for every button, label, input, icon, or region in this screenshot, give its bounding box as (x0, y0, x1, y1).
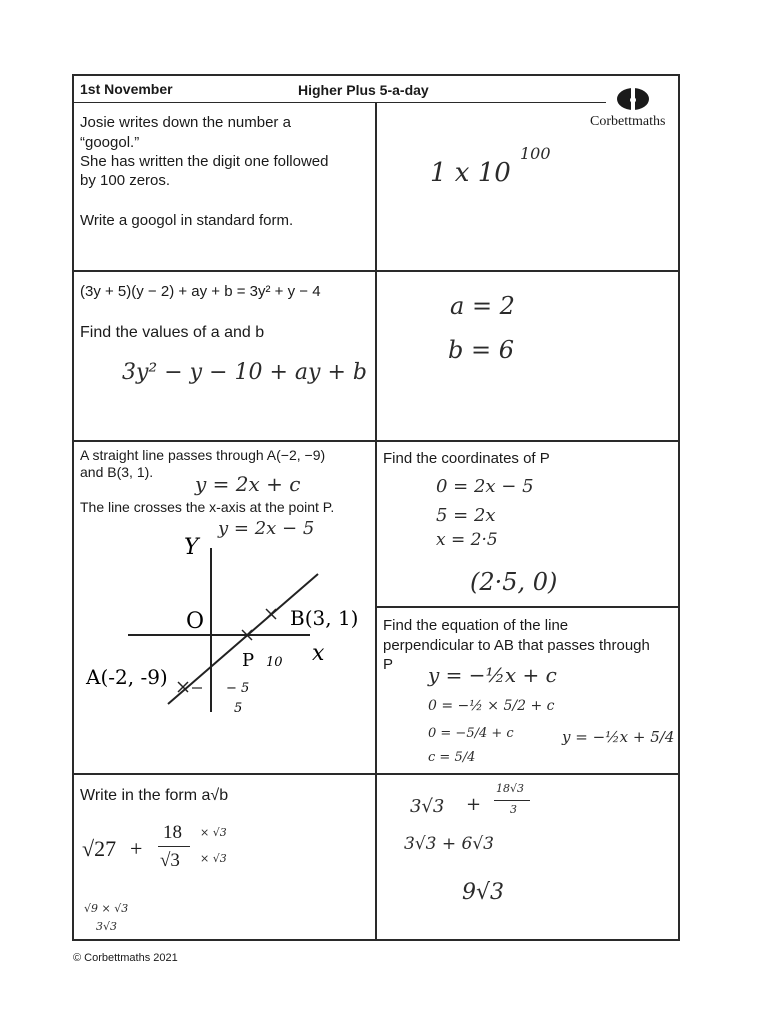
q4-step-1: y = −½x + c (428, 663, 557, 687)
q2-equation: (3y + 5)(y − 2) + ay + b = 3y² + y − 4 (80, 283, 321, 300)
q3-step-2: 5 = 2x (436, 505, 496, 526)
graph-point-a-label: A(-2, -9) (86, 665, 168, 689)
q3-right-task: Find the coordinates of P (383, 450, 550, 467)
q5-right-1num: 18√3 (496, 782, 525, 795)
corbettmaths-logo-icon (615, 86, 651, 112)
table-border-top (72, 74, 680, 76)
row-divider-3 (376, 606, 680, 608)
q5-right-frac-bar (494, 800, 530, 801)
q4-line-1: Find the equation of the line (383, 617, 569, 634)
graph-x-label: x (312, 641, 325, 666)
graph-point-p-label: P (242, 650, 255, 671)
q3-answer: (2·5, 0) (470, 568, 558, 596)
header-title: Higher Plus 5-a-day (298, 82, 429, 98)
q5-right-1a: 3√3 (410, 796, 445, 817)
q2-working: 3y² − y − 10 + ay + b (122, 360, 367, 385)
q5-frac-num: 18 (163, 822, 182, 843)
q2-answer-a: a = 2 (450, 292, 515, 320)
q3-step-1: 0 = 2x − 5 (436, 476, 534, 497)
q1-line-2: “googol.” (80, 134, 140, 151)
q5-frac-den: √3 (160, 850, 180, 871)
q4-step-3: 0 = −5/4 + c (428, 726, 514, 741)
q2-answer-b: b = 6 (448, 336, 514, 364)
q1-line-3: She has written the digit one followed (80, 153, 329, 170)
q3-step-3: x = 2·5 (436, 530, 498, 550)
q4-step-4: c = 5/4 (428, 750, 476, 765)
q5-expr-sqrt27: √27 (82, 836, 117, 861)
header-date: 1st November (80, 81, 173, 97)
q1-line-4: by 100 zeros. (80, 172, 171, 189)
graph-point-b-label: B(3, 1) (290, 606, 359, 630)
q5-right-2: 3√3 + 6√3 (404, 834, 494, 854)
q1-task: Write a googol in standard form. (80, 212, 294, 229)
q3-sketch-graph (80, 530, 370, 730)
table-border-left (72, 74, 74, 941)
table-border-right (678, 74, 680, 941)
q1-answer-base: 1 x 10 (430, 158, 511, 188)
q5-mult-top: × √3 (200, 826, 227, 839)
q1-line-1: Josie writes down the number a (80, 114, 291, 131)
graph-note-1: 10 (266, 655, 283, 670)
q3-line-1: A straight line passes through A(−2, −9) (80, 447, 326, 463)
q3-hw-eq1: y = 2x + c (195, 472, 301, 496)
q2-task: Find the values of a and b (80, 324, 265, 341)
q5-mult-bot: × √3 (200, 852, 227, 865)
graph-y-label: Y (184, 535, 199, 560)
q4-final: y = −½x + 5/4 (562, 728, 675, 746)
q4-line-3: P (383, 656, 394, 673)
q3-line-2: and B(3, 1). (80, 464, 154, 480)
q4-line-2: perpendicular to AB that passes through (383, 637, 650, 654)
center-divider (375, 103, 377, 940)
q5-right-1den: 3 (510, 803, 517, 816)
graph-note-3: 5 (234, 701, 243, 716)
row-divider-1 (72, 270, 680, 272)
footer-copyright: © Corbettmaths 2021 (73, 952, 178, 964)
q3-hw-eq2: y = 2x − 5 (218, 518, 315, 539)
q5-work-1: √9 × √3 (84, 902, 129, 915)
q5-task: Write in the form a√b (80, 787, 229, 804)
header-underline (72, 102, 606, 103)
row-divider-4 (72, 773, 680, 775)
row-divider-2 (72, 440, 680, 442)
q1-answer-exponent: 100 (520, 144, 551, 163)
brand-name: Corbettmaths (590, 114, 666, 129)
q4-step-2: 0 = −½ × 5/2 + c (428, 698, 555, 714)
graph-origin-label: O (186, 609, 205, 634)
q5-right-1plus: + (466, 794, 482, 815)
q5-work-2: 3√3 (96, 920, 118, 933)
q5-frac-bar (158, 846, 190, 847)
q5-answer: 9√3 (462, 880, 505, 905)
q5-expr-plus: + (130, 836, 143, 861)
graph-note-2: − 5 (226, 681, 250, 696)
q3-line-3: The line crosses the x-axis at the point P. (80, 499, 335, 515)
